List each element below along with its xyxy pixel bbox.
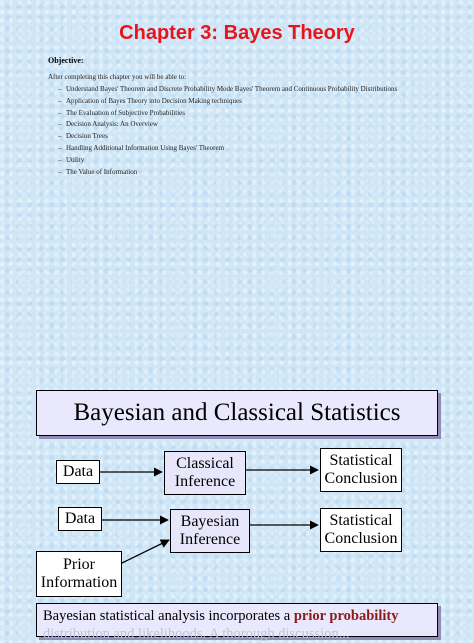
- arrow-prior-to-bayesian: [122, 540, 169, 563]
- objective-item: – The Evaluation of Subjective Probabilities: [58, 108, 418, 120]
- objective-item: – Decision Trees: [58, 131, 418, 143]
- prior-information-box: [36, 551, 122, 597]
- objective-item: – Application of Bayes Theory into Decision Making techniques: [58, 96, 418, 108]
- objective-item: – Utility: [58, 155, 418, 167]
- conclusion-label-line2: Conclusion: [324, 530, 398, 547]
- classical-label-line1: Classical: [176, 454, 234, 472]
- data-box: [56, 460, 100, 484]
- classical-label-line2: Inference: [174, 473, 236, 490]
- objective-item: – Decision Analysis: An Overview: [58, 119, 418, 131]
- bayesian-label-line1: Bayesian: [180, 512, 240, 530]
- statistical-conclusion-box: [320, 508, 402, 552]
- prior-label-line2: Information: [40, 574, 118, 591]
- conclusion-label-line1: Statistical: [329, 511, 393, 529]
- objective-list: [58, 84, 418, 178]
- objective-item: – The Value of Information: [58, 167, 418, 179]
- slide-title: Bayesian and Classical Statistics: [73, 399, 401, 426]
- conclusion-label-line2: Conclusion: [324, 470, 398, 487]
- bayesian-label-line2: Inference: [179, 531, 241, 548]
- chapter-title: Chapter 3: Bayes Theory: [119, 22, 355, 44]
- data-label: Data: [64, 509, 96, 527]
- prior-label-line1: Prior: [62, 555, 95, 573]
- bayesian-inference-box: [170, 509, 250, 553]
- summary-text: Bayesian statistical analysis incorporates a: [43, 608, 294, 624]
- summary-text-line2: distribution and likelihoods. A thorough discussion...: [43, 626, 350, 642]
- objective-label: Objective:: [48, 56, 84, 65]
- data-box: [58, 507, 102, 531]
- objective-item: – Understand Bayes' Theorem and Discrete Probability Mode Bayes' Theorem and Continuous Probability Distributions: [58, 84, 418, 96]
- objective-item: – Handling Additional Information Using Bayes' Theorem: [58, 143, 418, 155]
- summary-box: [36, 603, 438, 642]
- slide-title-box: [36, 390, 438, 436]
- conclusion-label-line1: Statistical: [329, 451, 393, 469]
- objective-intro: After completing this chapter you will be able to:: [48, 73, 187, 81]
- classical-inference-box: [164, 451, 246, 495]
- data-label: Data: [62, 462, 94, 480]
- summary-emphasis: prior probability: [293, 608, 399, 624]
- statistical-conclusion-box: [320, 448, 402, 492]
